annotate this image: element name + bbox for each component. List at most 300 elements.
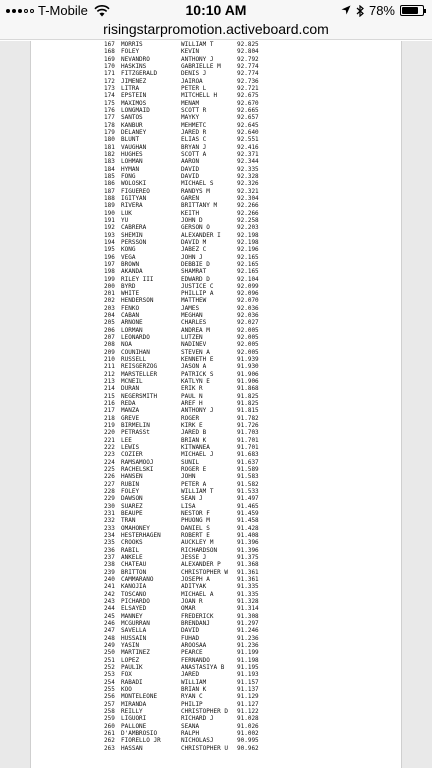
first-name: JASON A <box>181 363 207 371</box>
score: 91.127 <box>237 700 259 708</box>
rank: 241 <box>104 583 115 591</box>
last-name: HASSAN <box>121 744 143 752</box>
rank: 174 <box>104 92 115 100</box>
last-name: MARSTELLER <box>121 370 158 378</box>
last-name: HUGHES <box>121 150 143 158</box>
first-name: ADITYAK <box>181 583 207 591</box>
last-name: RAMSAMOOJ <box>121 458 154 466</box>
rank: 224 <box>104 458 115 466</box>
list-item <box>104 144 324 151</box>
results-list <box>104 41 324 752</box>
score: 92.804 <box>237 48 259 56</box>
last-name: BEAUPE <box>121 510 143 517</box>
rank: 176 <box>104 106 115 114</box>
rank: 180 <box>104 136 115 144</box>
list-item <box>104 70 324 77</box>
page-content[interactable] <box>0 41 432 768</box>
score: 92.335 <box>237 165 259 173</box>
rank: 254 <box>104 678 115 686</box>
rank: 263 <box>104 744 115 752</box>
first-name: GERSON O <box>181 224 210 232</box>
last-name: ARNONE <box>121 319 143 327</box>
list-item <box>104 671 324 678</box>
list-item <box>104 195 324 202</box>
score: 92.196 <box>237 246 259 254</box>
score: 92.005 <box>237 348 259 356</box>
list-item <box>104 429 324 436</box>
last-name: FIORELLO JR <box>121 737 161 745</box>
score: 92.198 <box>237 231 259 239</box>
list-item <box>104 327 324 334</box>
last-name: REDA <box>121 400 136 408</box>
last-name: D'AMBROSIO <box>121 729 158 737</box>
rank: 196 <box>104 253 115 261</box>
last-name: JIMENEZ <box>121 77 147 85</box>
first-name: MAYKY <box>181 114 200 122</box>
list-item <box>104 525 324 532</box>
first-name: CHRISTOPHER W <box>181 568 228 576</box>
last-name: GREVE <box>121 414 140 422</box>
last-name: LOHMAN <box>121 158 143 166</box>
rank: 222 <box>104 444 115 452</box>
list-item <box>104 349 324 356</box>
last-name: FITZGERALD <box>121 70 158 78</box>
bluetooth-icon <box>356 5 364 17</box>
last-name: BYRD <box>121 282 136 290</box>
first-name: SCOTT A <box>181 150 207 158</box>
list-item <box>104 701 324 708</box>
last-name: RILEY III <box>121 275 154 283</box>
last-name: DAWSON <box>121 495 143 503</box>
score: 91.428 <box>237 524 259 532</box>
list-item <box>104 166 324 173</box>
last-name: FIGUEREO <box>121 187 150 195</box>
last-name: CABRERA <box>121 224 147 232</box>
score: 91.906 <box>237 378 259 386</box>
first-name: MICHAEL J <box>181 451 214 459</box>
first-name: RALPH <box>181 729 200 737</box>
score: 92.198 <box>237 238 259 246</box>
last-name: AKANDA <box>121 268 143 276</box>
first-name: JOHN D <box>181 216 203 224</box>
score: 91.236 <box>237 634 259 642</box>
first-name: JAMES <box>181 304 200 312</box>
last-name: BLUNT <box>121 136 140 144</box>
rank: 232 <box>104 517 115 525</box>
last-name: FONG <box>121 172 136 180</box>
battery-percent: 78% <box>368 3 395 18</box>
first-name: PETER L <box>181 84 207 92</box>
rank: 216 <box>104 400 115 408</box>
rank: 167 <box>104 41 115 48</box>
list-item <box>104 202 324 209</box>
score: 91.782 <box>237 414 259 422</box>
first-name: KENNETH E <box>181 356 214 364</box>
rank: 186 <box>104 180 115 188</box>
score: 90.962 <box>237 744 259 752</box>
list-item <box>104 239 324 246</box>
last-name: MCGURRAN <box>121 619 150 627</box>
score: 91.533 <box>237 488 259 496</box>
score: 91.297 <box>237 619 259 627</box>
rank: 237 <box>104 553 115 561</box>
first-name: OMAR <box>181 605 196 613</box>
list-item <box>104 385 324 392</box>
rank: 235 <box>104 539 115 547</box>
first-name: NESTOR F <box>181 510 210 517</box>
list-item <box>104 334 324 341</box>
first-name: DAVID <box>181 627 200 635</box>
score: 92.551 <box>237 136 259 144</box>
score: 92.005 <box>237 341 259 349</box>
score: 92.640 <box>237 128 259 136</box>
last-name: ANKELE <box>121 553 143 561</box>
last-name: PALLONE <box>121 722 147 730</box>
first-name: DAVID <box>181 172 200 180</box>
last-name: DELANEY <box>121 128 147 136</box>
list-item <box>104 591 324 598</box>
score: 91.465 <box>237 502 259 510</box>
score: 92.005 <box>237 334 259 342</box>
score: 91.637 <box>237 458 259 466</box>
list-item <box>104 246 324 253</box>
list-item <box>104 41 324 48</box>
list-item <box>104 158 324 165</box>
first-name: RANDYS M <box>181 187 210 195</box>
rank: 173 <box>104 84 115 92</box>
last-name: TOSCANO <box>121 590 147 598</box>
list-item <box>104 517 324 524</box>
first-name: WILLIAM <box>181 678 207 686</box>
last-name: KANBUR <box>121 121 143 129</box>
list-item <box>104 473 324 480</box>
list-item <box>104 649 324 656</box>
last-name: MORRIS <box>121 41 143 48</box>
last-name: TRAN <box>121 517 136 525</box>
rank: 181 <box>104 143 115 151</box>
last-name: KANOJIA <box>121 583 147 591</box>
score: 92.344 <box>237 158 259 166</box>
score: 91.157 <box>237 678 259 686</box>
first-name: PHILIP <box>181 700 203 708</box>
score: 92.203 <box>237 224 259 232</box>
last-name: NOA <box>121 341 132 349</box>
first-name: FREDERICK <box>181 612 214 620</box>
last-name: FOLEY <box>121 488 140 496</box>
rank: 245 <box>104 612 115 620</box>
last-name: WHITE <box>121 290 140 298</box>
list-item <box>104 48 324 55</box>
rank: 172 <box>104 77 115 85</box>
last-name: HANSEN <box>121 473 143 481</box>
list-item <box>104 488 324 495</box>
first-name: KITWANEA <box>181 444 210 452</box>
first-name: ANTHONY J <box>181 407 214 415</box>
first-name: JOAN R <box>181 597 203 605</box>
list-item <box>104 261 324 268</box>
last-name: REILLY <box>121 707 143 715</box>
last-name: CROOKS <box>121 539 143 547</box>
rank: 236 <box>104 546 115 554</box>
score: 91.199 <box>237 649 259 657</box>
list-item <box>104 437 324 444</box>
first-name: KIRK E <box>181 422 203 430</box>
status-right-group <box>341 3 424 18</box>
first-name: MICHAEL A <box>181 590 214 598</box>
rank: 230 <box>104 502 115 510</box>
first-name: MATTHEW <box>181 297 207 305</box>
first-name: BRENDANJ <box>181 619 210 627</box>
rank: 201 <box>104 290 115 298</box>
score: 92.371 <box>237 150 259 158</box>
rank: 214 <box>104 385 115 393</box>
score: 92.099 <box>237 282 259 290</box>
first-name: AREF H <box>181 400 203 408</box>
first-name: ROGER <box>181 414 200 422</box>
score: 91.939 <box>237 356 259 364</box>
first-name: AROOSAA <box>181 641 207 649</box>
first-name: PHUONG M <box>181 517 210 525</box>
rank: 205 <box>104 319 115 327</box>
last-name: HYMAN <box>121 165 140 173</box>
rank: 218 <box>104 414 115 422</box>
score: 91.246 <box>237 627 259 635</box>
score: 91.396 <box>237 539 259 547</box>
first-name: MITCHELL H <box>181 92 218 100</box>
score: 92.165 <box>237 253 259 261</box>
last-name: LIGUORI <box>121 715 147 723</box>
first-name: JESSE J <box>181 553 207 561</box>
last-name: LEONARDO <box>121 334 150 342</box>
rank: 229 <box>104 495 115 503</box>
list-item <box>104 598 324 605</box>
score: 91.683 <box>237 451 259 459</box>
rank: 249 <box>104 641 115 649</box>
list-item <box>104 363 324 370</box>
last-name: RACHELSKI <box>121 466 154 474</box>
score: 92.321 <box>237 187 259 195</box>
last-name: MANNEY <box>121 612 143 620</box>
score: 91.335 <box>237 583 259 591</box>
first-name: BRITTANY M <box>181 202 218 210</box>
first-name: ANASTASIYA B <box>181 663 225 671</box>
last-name: BRITTON <box>121 568 147 576</box>
score: 92.326 <box>237 180 259 188</box>
rank: 178 <box>104 121 115 129</box>
last-name: RUBIN <box>121 480 140 488</box>
rank: 238 <box>104 561 115 569</box>
list-item <box>104 503 324 510</box>
first-name: LISA <box>181 502 196 510</box>
list-item <box>104 657 324 664</box>
last-name: BIRMELIN <box>121 422 150 430</box>
rank: 169 <box>104 55 115 63</box>
score: 92.266 <box>237 209 259 217</box>
first-name: STEVEN A <box>181 348 210 356</box>
rank: 219 <box>104 422 115 430</box>
last-name: SUAREZ <box>121 502 143 510</box>
rank: 231 <box>104 510 115 517</box>
results-document <box>30 41 402 768</box>
list-item <box>104 451 324 458</box>
status-bar <box>0 0 432 20</box>
last-name: MARTINEZ <box>121 649 150 657</box>
last-name: HUSSAIN <box>121 634 147 642</box>
score: 91.868 <box>237 385 259 393</box>
rank: 247 <box>104 627 115 635</box>
rank: 246 <box>104 619 115 627</box>
last-name: PAULIK <box>121 663 143 671</box>
score: 92.027 <box>237 319 259 327</box>
rank: 195 <box>104 246 115 254</box>
first-name: ROBERT E <box>181 531 210 539</box>
score: 91.497 <box>237 495 259 503</box>
address-bar[interactable] <box>0 20 432 40</box>
first-name: BRIAN K <box>181 436 207 444</box>
first-name: MENAM <box>181 99 200 107</box>
score: 91.701 <box>237 444 259 452</box>
first-name: MEHMETC <box>181 121 207 129</box>
last-name: ELSAYED <box>121 605 147 613</box>
rank: 175 <box>104 99 115 107</box>
list-item <box>104 290 324 297</box>
last-name: VAUGHAN <box>121 143 147 151</box>
first-name: JOHN J <box>181 253 203 261</box>
rank: 179 <box>104 128 115 136</box>
score: 92.736 <box>237 77 259 85</box>
first-name: JARED R <box>181 128 207 136</box>
list-item <box>104 107 324 114</box>
first-name: WILLIAM T <box>181 41 214 48</box>
last-name: REISGERZOG <box>121 363 158 371</box>
score: 92.266 <box>237 202 259 210</box>
last-name: WOLOSKI <box>121 180 147 188</box>
score: 91.825 <box>237 400 259 408</box>
rank: 171 <box>104 70 115 78</box>
list-item <box>104 693 324 700</box>
first-name: DAVID <box>181 165 200 173</box>
first-name: PAUL N <box>181 392 203 400</box>
score: 92.304 <box>237 194 259 202</box>
score: 92.657 <box>237 114 259 122</box>
score: 91.335 <box>237 590 259 598</box>
rank: 262 <box>104 737 115 745</box>
last-name: DURAN <box>121 385 140 393</box>
rank: 185 <box>104 172 115 180</box>
rank: 243 <box>104 597 115 605</box>
first-name: ANTHONY J <box>181 55 214 63</box>
url-text[interactable]: risingstarpromotion.activeboard.com <box>103 21 329 37</box>
score: 92.670 <box>237 99 259 107</box>
rank: 256 <box>104 693 115 701</box>
score: 92.165 <box>237 268 259 276</box>
first-name: JUSTICE C <box>181 282 214 290</box>
score: 92.774 <box>237 62 259 70</box>
first-name: LUTZEN <box>181 334 203 342</box>
score: 92.328 <box>237 172 259 180</box>
score: 91.026 <box>237 722 259 730</box>
score: 91.589 <box>237 466 259 474</box>
first-name: JARED <box>181 671 200 679</box>
first-name: SHAMRAT <box>181 268 207 276</box>
score: 92.036 <box>237 304 259 312</box>
list-item <box>104 635 324 642</box>
rank: 255 <box>104 685 115 693</box>
last-name: RABIL <box>121 546 140 554</box>
last-name: SANTOS <box>121 114 143 122</box>
score: 91.701 <box>237 436 259 444</box>
score: 91.375 <box>237 553 259 561</box>
rank: 212 <box>104 370 115 378</box>
first-name: JARED B <box>181 429 207 437</box>
last-name: LEWIS <box>121 444 140 452</box>
rank: 193 <box>104 231 115 239</box>
rank: 188 <box>104 194 115 202</box>
list-item <box>104 444 324 451</box>
list-item <box>104 100 324 107</box>
list-item <box>104 232 324 239</box>
rank: 190 <box>104 209 115 217</box>
last-name: KOO <box>121 685 132 693</box>
list-item <box>104 745 324 752</box>
rank: 184 <box>104 165 115 173</box>
first-name: WILLIAM T <box>181 488 214 496</box>
score: 91.137 <box>237 685 259 693</box>
first-name: JABEZ C <box>181 246 207 254</box>
score: 91.198 <box>237 656 259 664</box>
first-name: GAREN <box>181 194 200 202</box>
first-name: DANIEL S <box>181 524 210 532</box>
last-name: BROWN <box>121 260 140 268</box>
list-item <box>104 312 324 319</box>
score: 91.396 <box>237 546 259 554</box>
first-name: SUNIL <box>181 458 200 466</box>
rank: 183 <box>104 158 115 166</box>
last-name: PETRASSt <box>121 429 150 437</box>
score: 92.096 <box>237 290 259 298</box>
first-name: AARON <box>181 158 200 166</box>
last-name: FOX <box>121 671 132 679</box>
list-item <box>104 679 324 686</box>
list-item <box>104 708 324 715</box>
list-item <box>104 407 324 414</box>
last-name: COUNIHAN <box>121 348 150 356</box>
score: 92.005 <box>237 326 259 334</box>
first-name: DAVID M <box>181 238 207 246</box>
first-name: FUHAD <box>181 634 200 642</box>
rank: 250 <box>104 649 115 657</box>
list-item <box>104 356 324 363</box>
rank: 260 <box>104 722 115 730</box>
first-name: BRYAN J <box>181 143 207 151</box>
last-name: CAMMARANO <box>121 575 154 583</box>
first-name: MEGHAN <box>181 312 203 320</box>
battery-icon <box>400 5 424 16</box>
first-name: GABRIELLE M <box>181 62 221 70</box>
first-name: RYAN C <box>181 693 203 701</box>
list-item <box>104 495 324 502</box>
score: 92.258 <box>237 216 259 224</box>
last-name: LONGMAID <box>121 106 150 114</box>
list-item <box>104 554 324 561</box>
list-item <box>104 627 324 634</box>
list-item <box>104 92 324 99</box>
rank: 257 <box>104 700 115 708</box>
rank: 215 <box>104 392 115 400</box>
score: 91.703 <box>237 429 259 437</box>
last-name: OMAHONEY <box>121 524 150 532</box>
last-name: SHEMIN <box>121 231 143 239</box>
